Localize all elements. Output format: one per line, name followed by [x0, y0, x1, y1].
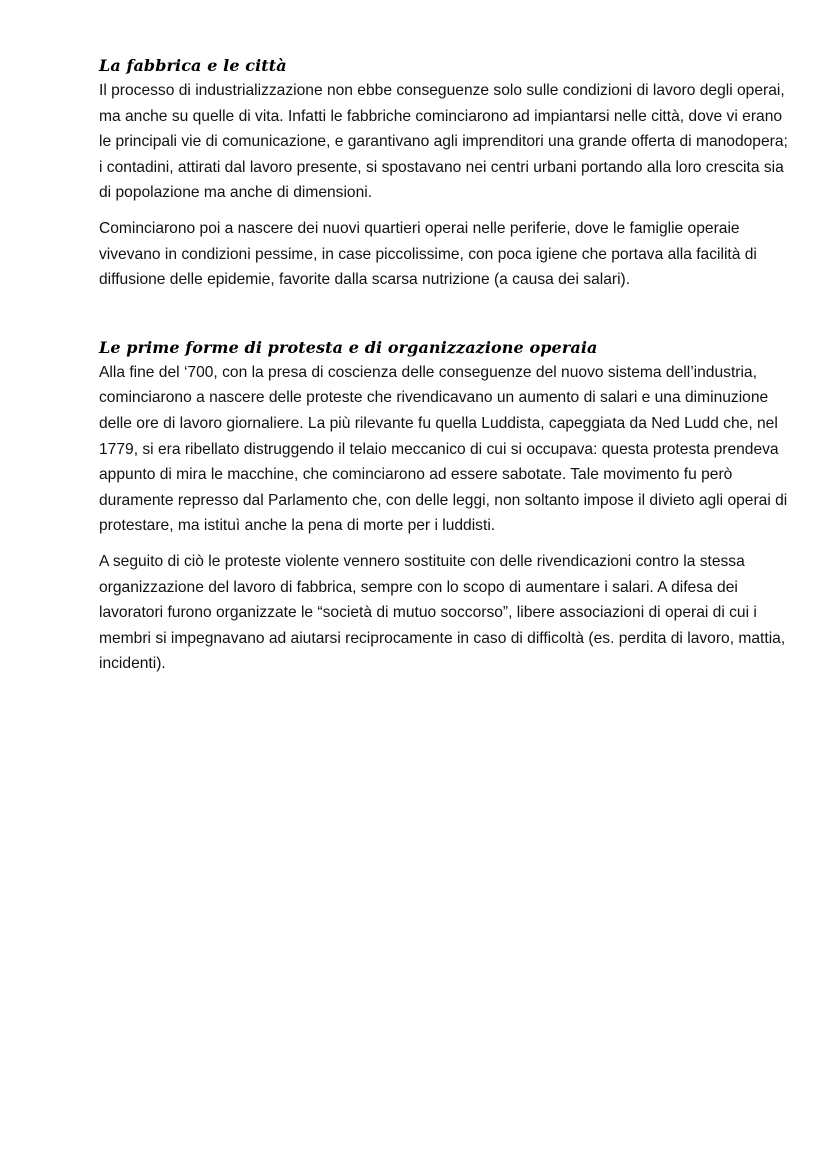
paragraph-workers-quarters: Cominciarono poi a nascere dei nuovi quartieri operai nelle periferie, dove le famiglie operaie vivevano in condizioni pessime, in case piccolissime, con poca igiene che portava alla facilità di diffusione delle epidemie, favorite dalla scarsa nutrizione (a causa dei salari).	[99, 219, 757, 289]
section-title-first-protests: Le prime forme di protesta e di organizzazione operaia	[99, 337, 598, 357]
paragraph-luddite-protest: Alla fine del ‘700, con la presa di coscienza delle conseguenze del nuovo sistema dell’industria, cominciarono a nascere delle proteste che rivendicavano un aumento di salari e una diminuzione delle ore di lavoro giornaliere. La più rilevante fu quella Luddista, capeggiata da Ned Ludd che, nel 1779, si era ribellato distruggendo il telaio meccanico di cui si occupava: questa protesta prendeva appunto di mira le macchine, che cominciarono ad essere sabotate. Tale movimento fu però duramente represso dal Parlamento che, con delle leggi, non soltanto impose il divieto agli operai di protestare, ma istituì anche la pena di morte per i luddisti.	[99, 363, 788, 535]
document-page	[99, 56, 789, 677]
paragraph-industrialization: Il processo di industrializzazione non ebbe conseguenze solo sulle condizioni di lavoro degli operai, ma anche su quelle di vita. Infatti le fabbriche cominciarono ad impiantarsi nelle città, dove vi erano le principali vie di comunicazione, e garantivano agli imprenditori una grande offerta di manodopera; i contadini, attirati dal lavoro presente, si spostavano nei centri urbani portando alla loro crescita sia di popolazione ma anche di dimensioni.	[99, 82, 788, 202]
paragraph-mutual-aid-societies: A seguito di ciò le proteste violente vennero sostituite con delle rivendicazioni contro la stessa organizzazione del lavoro di fabbrica, sempre con lo scopo di aumentare i salari. A difesa dei lavoratori furono organizzate le “società di mutuo soccorso”, libere associazioni di operai di cui i membri si impegnavano ad aiutarsi reciprocamente in caso di difficoltà (es. perdita di lavoro, mattia, incidenti).	[99, 552, 786, 673]
section-title-factory-and-cities: La fabbrica e le città	[99, 56, 287, 75]
